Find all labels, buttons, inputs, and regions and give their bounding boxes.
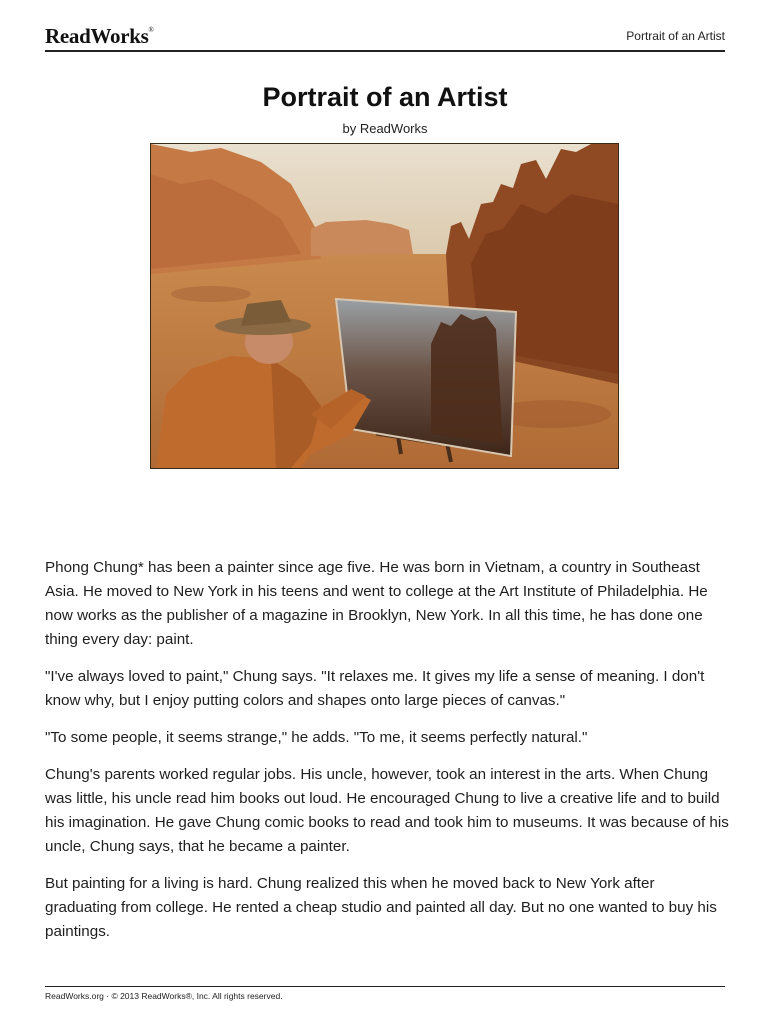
article-title: Portrait of an Artist bbox=[262, 82, 508, 112]
running-title: Portrait of an Artist bbox=[626, 29, 725, 43]
page-footer: ReadWorks.org · © 2013 ReadWorks®, Inc. All rights reserved. bbox=[45, 986, 725, 1001]
paragraph: "I've always loved to paint," Chung says. "It relaxes me. It gives my life a sense of meaning. I don't know why, but I enjoy putting colors and shapes onto large pieces of canvas." bbox=[45, 668, 705, 709]
paragraph: But painting for a living is hard. Chung realized this when he moved back to New York after graduating from college. He rented a cheap studio and painted all day. But no one wanted to buy his paintings. bbox=[45, 875, 717, 940]
paragraph: Chung's parents worked regular jobs. His uncle, however, took an interest in the arts. When Chung was little, his uncle read him books out loud. He encouraged Chung to live a creative life and to build his imagination. He gave Chung comic books to read and took him to museums. It was because of his uncle, Chung says, that he became a painter. bbox=[45, 766, 729, 855]
article-body bbox=[45, 556, 730, 957]
paragraph: "To some people, it seems strange," he adds. "To me, it seems perfectly natural." bbox=[45, 729, 588, 746]
article-byline: by ReadWorks bbox=[342, 121, 428, 136]
painter-photo bbox=[150, 143, 619, 469]
paragraph: Phong Chung* has been a painter since age five. He was born in Vietnam, a country in Southeast Asia. He moved to New York in his teens and went to college at the Art Institute of Philadelphia. He now works as the publisher of a magazine in Brooklyn, New York. In all this time, he has done one thing every day: paint. bbox=[45, 559, 708, 648]
readworks-logo: ReadWorks® bbox=[45, 24, 154, 48]
page-header bbox=[45, 20, 725, 52]
